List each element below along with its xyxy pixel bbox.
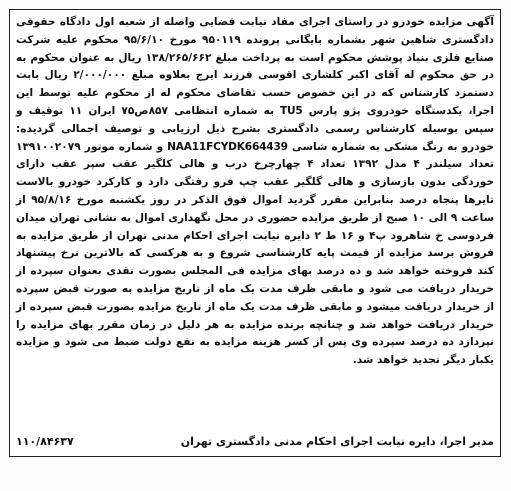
notice-signature: مدیر اجرا، دایره نیابت اجرای احکام مدنی دادگستری تهران <box>180 434 494 448</box>
notice-code: ۱۱۰/۸۴۶۳۷ <box>16 434 74 448</box>
notice-frame <box>9 9 501 457</box>
notice-footer <box>16 432 494 450</box>
notice-body <box>16 14 494 370</box>
notice-paragraph: آگهی مزایده خودرو در راستای اجرای مفاد نیابت قضایی واصله از شعبه اول دادگاه حقوقی دادگستری شاهین شهر بشماره بایگانی پرونده ۹۵۰۱۱۹ مورخ ۹۵/۶/۱۰ محکوم علیه شرکت صنایع فلزی بنیاد پوشش محکوم است به پرداخت مبلغ ۱۳۸/۲۶۵/۶۶۲ ریال به عنوان محکوم به در حق محکوم له آقای اکبر کلشاری اقوسی فرزند ایرج بعلاوه مبلغ ۲/۰۰۰/۰۰۰ ریال بابت دستمزد کارشناس که در این خصوص حسب تقاضای محکوم له از محکوم علیه توسط این اجرا، یکدستگاه خودروی پژو پارس TU5 به شماره انتظامی ۸۵۷ص۷۵ ایران ۱۱ توقیف و سپس بوسیله کارشناس رسمی دادگستری بشرح ذیل ارزیابی و توصیف اجمالی گردیده: خودرو به رنگ مشکی به شماره شاسی NAA11FCYDK664439 و شماره موتور ۱۳۹۱۰۰۲۰۷۹ تعداد سیلندر ۴ مدل ۱۳۹۲ تعداد ۴ چهارچرخ درب و هالی کلگیر عقب سپر عقب دارای خوردگی بدون بازسازی و هالی گلگیر عقب چپ فرو رفتگی دارد و کارکرد خودرو بالاست تایرها پنجاه درصد بنابراین مقرر گردید اموال فوق الذکر در روز یکشنبه مورخ ۹۵/۸/۱۶ از ساعت ۹ الی ۱۰ صبح از طریق مزایده حضوری در محل نگهداری اموال به نشانی تهران میدان فردوسی خ شاهرود پ۴ و ۱۶ ط ۲ دایره نیابت اجرای احکام مدنی تهران از طریق مزایده به فروش برسد مزایده از قیمت پایه کارشناسی شروع و به هرکسی که بالاترین نرخ پیشنهاد کند فروخته خواهد شد و ده درصد بهای مزایده فی المجلس بصورت نقدی بعنوان سپرده از خریدار دریافت می شود و مابقی ظرف مدت یک ماه از تاریخ مزایده به صورت قبض سپرده از خریدار دریافت میشود و مابقی ظرف مدت یک ماه از تاریخ مزایده بصورت قبض سپرده از خریدار دریافت خواهد شد و چنانچه برنده مزایده به هر دلیل در زمان مقرر بهای مزایده را نپردازد ده درصد سپرده وی پس از کسر هزینه مزایده به نفع دولت ضبط می شود و مزایده یکبار دیگر تجدید خواهد شد. <box>16 16 495 367</box>
